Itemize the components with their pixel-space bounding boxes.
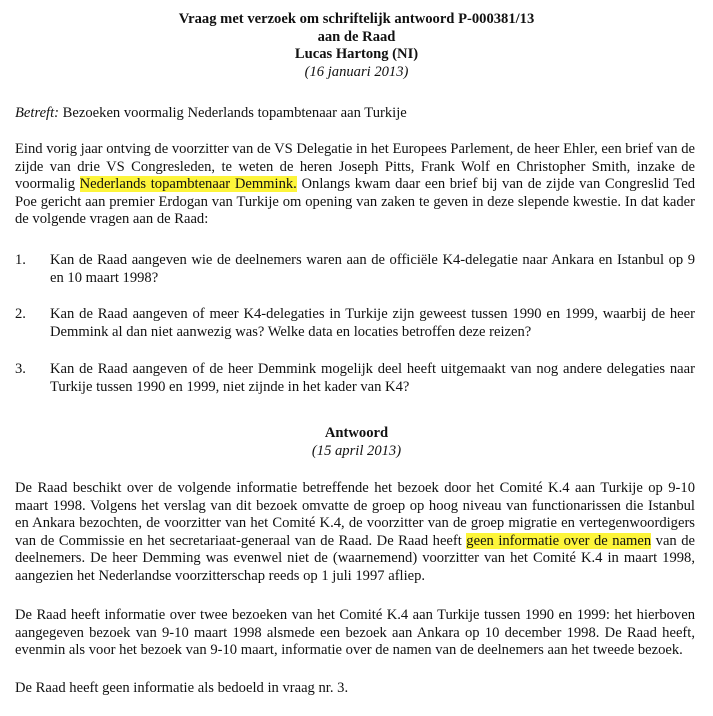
intro-text-2: Onlangs kwam daar een brief bij van de zijde van Congreslid Ted Poe gericht aan premier Erdogan van Turkije om opening van zaken te geven in deze slepende kwestie. In dat kader de volgende vragen aan de Raad: [15, 176, 696, 228]
question-text: Kan de Raad aangeven wie de deelnemers waren aan de officiële K4-delegatie naar Ankara en Istanbul op 9 en 10 maart 1998? [50, 252, 695, 286]
document-header [0, 11, 713, 81]
subject-line [15, 105, 695, 123]
answer-date: (15 april 2013) [311, 443, 402, 459]
intro-text-1: Eind vorig jaar ontving de voorzitter van de VS Delegatie in het Europees Parlement, de heer Ehler, een brief van de zijde van drie VS Congresleden, te weten de heren Joseph Pitts, Frank Wolf en Christopher Smith, inzake de voormalig [15, 141, 695, 193]
question-title: Vraag met verzoek om schriftelijk antwoord P-000381/13 [178, 11, 535, 27]
question-number: 2. [15, 306, 26, 322]
answer-paragraph-1 [15, 480, 695, 586]
answer-paragraph-3: De Raad heeft geen informatie als bedoeld in vraag nr. 3. [15, 680, 349, 696]
answer-text-2: van de deelnemers. De heer Demming was evenwel niet de (waarnemend) voorzitter van het Comité K.4 in maart 1998, aangezien het Nederlandse voorzitterschap reeds op 1 juli 1997 afliep. [15, 532, 695, 584]
highlight-no-names: geen informatie over de namen [466, 532, 652, 549]
answer-paragraph-2: De Raad heeft informatie over twee bezoeken van het Comité K.4 aan Turkije tussen 1990 en 1999: het hierboven aangegeven bezoek van 9-10 maart 1998 alsmede een bezoek aan Ankara op 10 december 1998. De Raad heeft, evenmin als voor het bezoek van 9-10 maart, informatie over de namen van de deelnemers aan het tweede bezoek. [15, 607, 695, 659]
addressee: aan de Raad [317, 28, 396, 45]
intro-paragraph [15, 141, 695, 229]
author: Lucas Hartong (NI) [294, 46, 419, 63]
answer-text-1: De Raad beschikt over de volgende informatie betreffende het bezoek door het Comité K.4 aan Turkije op 9-10 maart 1998. Volgens het verslag van dit bezoek omvatte de groep op hoog niveau van functionarissen die Istanbul en Ankara bezochten, de voorzitter van het Comité K.4, de voorzitter van de groep migratie en vertegenwoordigers van de Commissie en het secretariaat-generaal van de Raad. De Raad heeft [15, 480, 695, 549]
highlight-demmink: Nederlands topambtenaar Demmink. [79, 176, 297, 193]
question-date: (16 januari 2013) [304, 63, 409, 80]
question-number: 3. [15, 361, 26, 377]
subject-text: Bezoeken voormalig Nederlands topambtenaar aan Turkije [59, 105, 407, 121]
question-number: 1. [15, 252, 26, 268]
question-text: Kan de Raad aangeven of de heer Demmink mogelijk deel heeft uitgemaakt van nog andere delegaties naar Turkije tussen 1990 en 1999, niet zijnde in het kader van K4? [50, 361, 695, 395]
subject-label: Betreft: [15, 105, 60, 121]
question-text: Kan de Raad aangeven of meer K4-delegaties in Turkije zijn geweest tussen 1990 en 1999, waarbij de heer Demmink al dan niet aanwezig was? Welke data en locaties betroffen deze reizen? [50, 306, 695, 340]
answer-title: Antwoord [324, 425, 389, 441]
